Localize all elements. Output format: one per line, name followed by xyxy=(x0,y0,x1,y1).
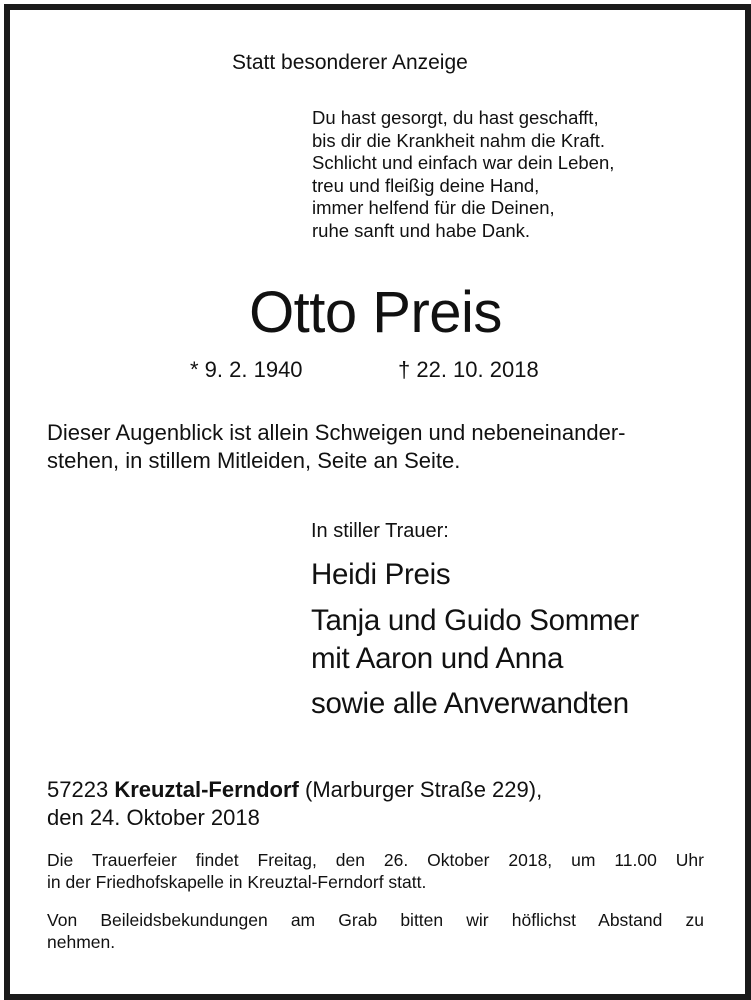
poem-line: Du hast gesorgt, du hast geschafft, xyxy=(312,107,599,128)
poem-line: Schlicht und einfach war dein Leben, xyxy=(312,152,615,173)
birth-date: * 9. 2. 1940 xyxy=(190,357,303,382)
quote-line: stehen, in stillem Mitleiden, Seite an Seite. xyxy=(47,448,461,473)
poem-line: immer helfend für die Deinen, xyxy=(312,197,555,218)
quote-line: Dieser Augenblick ist allein Schweigen und nebeneinander- xyxy=(47,420,626,445)
street: (Marburger Straße 229), xyxy=(305,777,543,802)
mourning-label: In stiller Trauer: xyxy=(311,520,449,542)
address-date: den 24. Oktober 2018 xyxy=(47,805,260,830)
poem-line: bis dir die Krankheit nahm die Kraft. xyxy=(312,129,606,151)
poem xyxy=(312,107,614,242)
funeral-notice xyxy=(47,849,704,893)
mourner-name: mit Aaron und Anna xyxy=(311,642,564,675)
poem-line: ruhe sanft und habe Dank. xyxy=(312,219,531,241)
condolence-notice-line: nehmen. xyxy=(47,932,116,952)
condolence-notice xyxy=(47,909,704,953)
funeral-notice-line: Die Trauerfeier findet Freitag, den 26. Oktober 2018, um 11.00 Uhr xyxy=(47,850,704,870)
place-name: Kreuztal-Ferndorf xyxy=(114,777,299,802)
notice-header: Statt besonderer Anzeige xyxy=(232,51,468,74)
memorial-quote xyxy=(47,419,626,475)
mourner-name: sowie alle Anverwandten xyxy=(311,687,629,720)
poem-line: treu und fleißig deine Hand, xyxy=(312,174,540,196)
postcode: 57223 xyxy=(47,777,109,802)
death-date: † 22. 10. 2018 xyxy=(398,357,539,382)
funeral-notice-line: in der Friedhofskapelle in Kreuztal-Ferndorf statt. xyxy=(47,872,427,892)
condolence-notice-line: Von Beileidsbekundungen am Grab bitten wir höflichst Abstand zu xyxy=(47,910,704,930)
deceased-name: Otto Preis xyxy=(249,280,502,345)
mourner-name: Tanja und Guido Sommer xyxy=(311,604,639,637)
address-block xyxy=(47,776,542,832)
mourner-name: Heidi Preis xyxy=(311,558,451,591)
address-line xyxy=(47,776,542,804)
